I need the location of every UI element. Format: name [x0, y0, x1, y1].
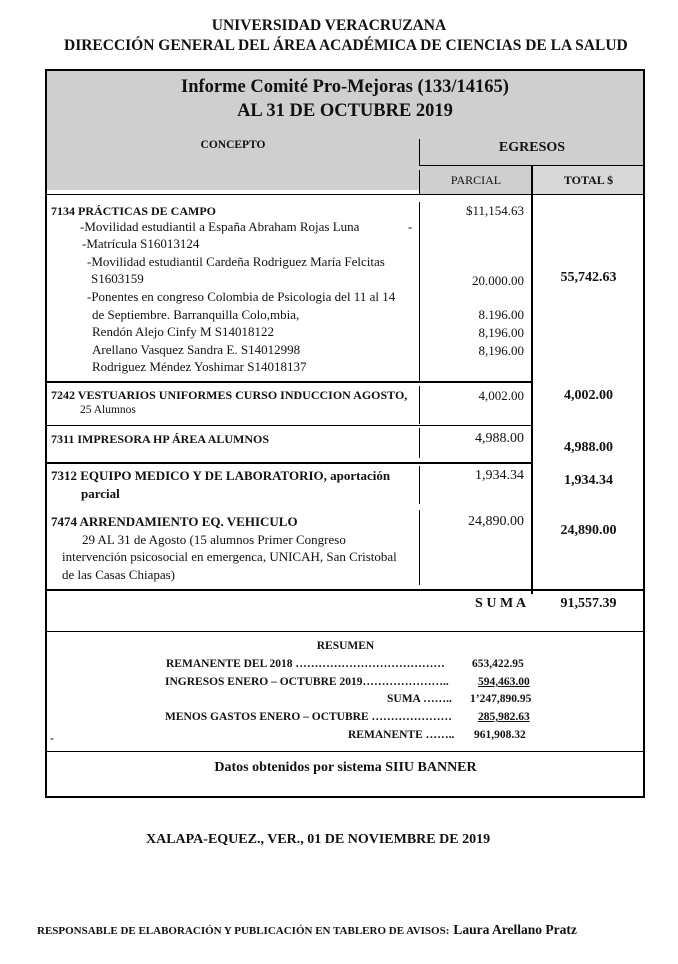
- row-partial-value: 4,002.00: [478, 388, 524, 403]
- grid-line: [47, 589, 644, 591]
- grid-line: [419, 466, 420, 504]
- grid-line: [419, 202, 420, 382]
- row-partial-value: 20.000.00: [472, 273, 524, 288]
- row-detail-line: Rodriguez Méndez Yoshimar S14018137: [92, 359, 307, 374]
- summary-title: RESUMEN: [316, 640, 375, 652]
- row-concept-title: 7242 VESTUARIOS UNIFORMES CURSO INDUCCION AGOSTO,: [51, 388, 408, 402]
- row-partial-value: $11,154.63: [465, 203, 524, 218]
- row-partial-value: 4,988.00: [475, 431, 524, 446]
- grid-line: [47, 425, 532, 426]
- row-concept-title: 7474 ARRENDAMIENTO EQ. VEHICULO: [51, 514, 298, 529]
- summary-value: 961,908.32: [474, 729, 526, 741]
- row-concept-title: 7312 EQUIPO MEDICO Y DE LABORATORIO, aportación: [51, 468, 391, 483]
- grid-line: [419, 428, 420, 458]
- column-header-expenses: EGRESOS: [498, 140, 566, 155]
- column-header-concept: CONCEPTO: [200, 139, 266, 151]
- row-dash: -: [408, 219, 413, 234]
- source-note: Datos obtenidos por sistema SIIU BANNER: [214, 760, 477, 775]
- row-total-value: 55,742.63: [560, 270, 617, 285]
- row-partial-value: 8,196.00: [478, 343, 524, 358]
- responsible-label: RESPONSABLE DE ELABORACIÓN Y PUBLICACIÓN EN TABLERO DE AVISOS:: [37, 925, 450, 937]
- grid-line: [419, 386, 420, 424]
- summary-label: INGRESOS ENERO – OCTUBRE 2019…………………..: [165, 676, 449, 688]
- row-concept-title-cont: parcial: [81, 486, 120, 501]
- grid-line: [47, 194, 644, 195]
- column-header-partial: PARCIAL: [450, 173, 502, 187]
- summary-value: 285,982.63: [478, 711, 530, 723]
- summary-value: 1’247,890.95: [470, 693, 532, 705]
- row-detail-line: Arellano Vasquez Sandra E. S14012998: [92, 342, 301, 357]
- summary-label: REMANENTE ……..: [348, 729, 455, 741]
- department-name: DIRECCIÓN GENERAL DEL ÁREA ACADÉMICA DE CIENCIAS DE LA SALUD: [64, 37, 628, 54]
- report-title: Informe Comité Pro-Mejoras (133/14165): [181, 77, 509, 97]
- sum-value: 91,557.39: [560, 596, 617, 611]
- summary-label: REMANENTE DEL 2018 …………………………………: [166, 658, 445, 670]
- summary-label: SUMA ……..: [387, 693, 452, 705]
- row-detail-line: 25 Alumnos: [80, 404, 136, 416]
- row-detail-line: intervención psicosocial en emergenca, UNICAH, San Cristobal: [62, 549, 397, 564]
- summary-value: 653,422.95: [472, 658, 524, 670]
- column-header-total: TOTAL $: [563, 173, 614, 187]
- grid-line: [47, 751, 644, 752]
- row-detail-line: de las Casas Chiapas): [62, 567, 176, 582]
- report-period: AL 31 DE OCTUBRE 2019: [237, 101, 453, 121]
- sum-label: S U M A: [475, 596, 526, 611]
- stray-mark: -: [50, 733, 54, 745]
- row-partial-value: 8,196.00: [478, 325, 524, 340]
- grid-line: [419, 170, 420, 194]
- institution-name: UNIVERSIDAD VERACRUZANA: [211, 17, 447, 34]
- row-detail-line: -Matrícula S16013124: [82, 236, 200, 251]
- responsible-line: [37, 921, 577, 939]
- row-partial-value: 24,890.00: [468, 514, 524, 529]
- responsible-name: Laura Arellano Pratz: [453, 922, 577, 937]
- row-total-value: 4,002.00: [564, 388, 613, 403]
- row-total-value: 4,988.00: [564, 440, 613, 455]
- row-detail-line: Rendón Alejo Cinfy M S14018122: [92, 324, 275, 339]
- summary-value: 594,463.00: [478, 676, 530, 688]
- row-concept-title: 7311 IMPRESORA HP ÁREA ALUMNOS: [51, 432, 270, 446]
- row-detail-line: -Ponentes en congreso Colombia de Psicologia del 11 al 14: [87, 289, 396, 304]
- row-concept-title: 7134 PRÁCTICAS DE CAMPO: [51, 204, 216, 218]
- row-total-value: 1,934.34: [564, 473, 613, 488]
- summary-label: MENOS GASTOS ENERO – OCTUBRE …………………: [165, 711, 453, 723]
- place-date: XALAPA-EQUEZ., VER., 01 DE NOVIEMBRE DE 2019: [146, 832, 491, 847]
- grid-line: [47, 381, 532, 383]
- grid-line: [419, 510, 420, 585]
- row-partial-value: 8.196.00: [478, 307, 524, 322]
- row-detail-line: S1603159: [91, 271, 144, 286]
- row-total-value: 24,890.00: [560, 523, 617, 538]
- row-detail-line: -Movilidad estudiantil a España Abraham Rojas Luna: [80, 219, 360, 234]
- grid-line: [47, 462, 532, 464]
- row-detail-line: de Septiembre. Barranquilla Colo,mbia,: [92, 307, 300, 322]
- grid-line: [419, 139, 420, 166]
- grid-line: [47, 631, 644, 632]
- row-detail-line: 29 AL 31 de Agosto (15 alumnos Primer Congreso: [82, 532, 346, 547]
- row-detail-line: -Movilidad estudiantil Cardeña Rodriguez María Felcitas: [87, 254, 385, 269]
- row-partial-value: 1,934.34: [475, 468, 524, 483]
